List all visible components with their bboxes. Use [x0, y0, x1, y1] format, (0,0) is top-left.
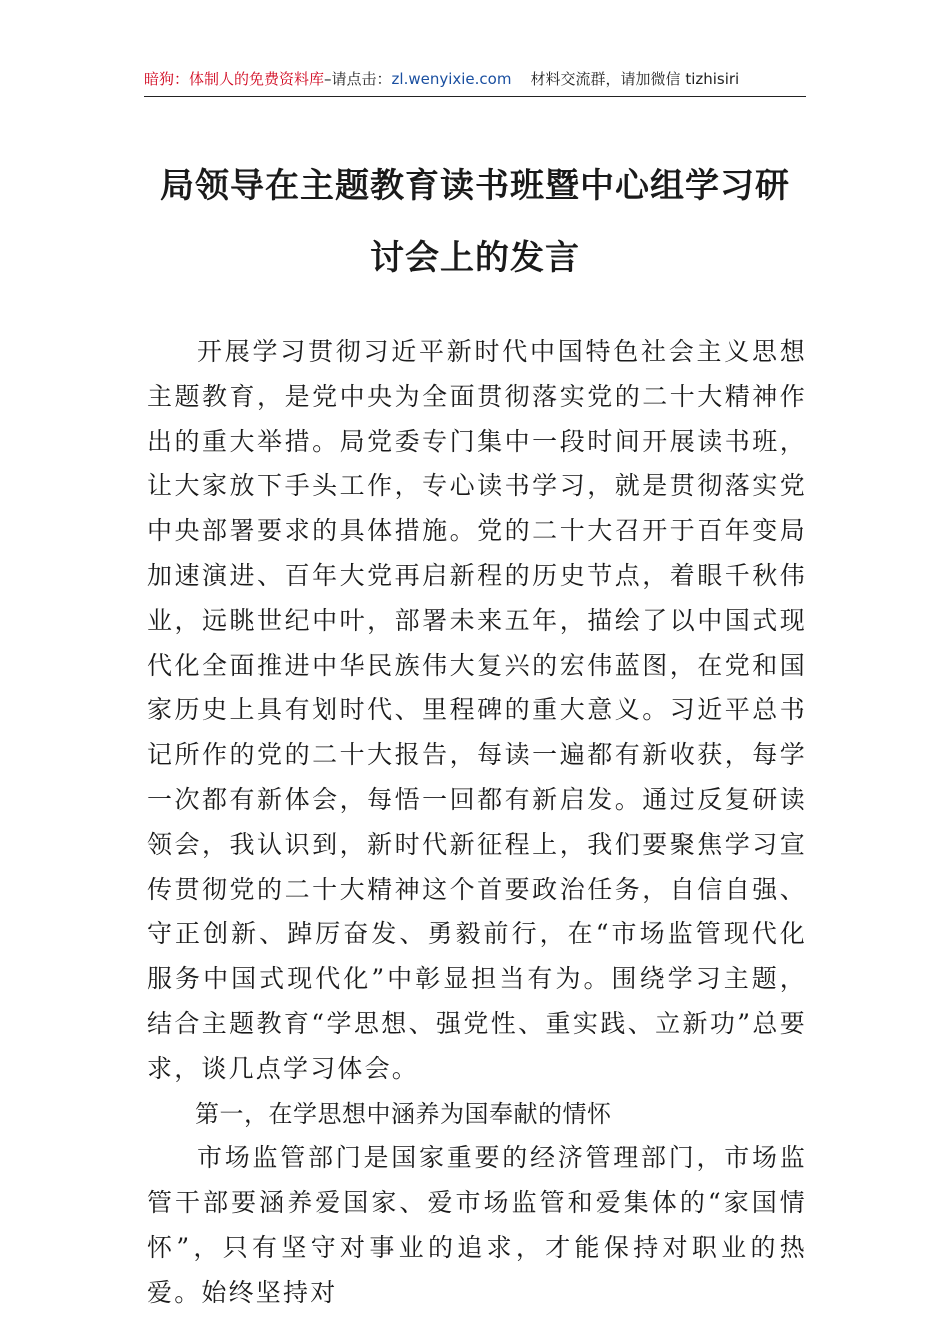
paragraph-2: 市场监管部门是国家重要的经济管理部门，市场监管干部要涵养爱国家、爱市场监管和爱集体的“家国情怀”，只有坚守对事业的追求，才能保持对职业的热爱。始终坚持对: [147, 1143, 807, 1307]
paragraph-1: 开展学习贯彻习近平新时代中国特色社会主义思想主题教育，是党中央为全面贯彻落实党的二十大精神作出的重大举措。局党委专门集中一段时间开展读书班，让大家放下手头工作，专心读书学习，就是贯彻落实党中央部署要求的具体措施。党的二十大召开于百年变局加速演进、百年大党再启新程的历史节点，着眼千秋伟业，远眺世纪中叶，部署未来五年，描绘了以中国式现代化全面推进中华民族伟大复兴的宏伟蓝图，在党和国家历史上具有划时代、里程碑的重大意义。习近平总书记所作的党的二十大报告，每读一遍都有新收获，每学一次都有新体会，每悟一回都有新启发。通过反复研读领会，我认识到，新时代新征程上，我们要聚焦学习宣传贯彻党的二十大精神这个首要政治任务，自信自强、守正创新、踔厉奋发、勇毅前行，在“市场监管现代化服务中国式现代化”中彰显担当有为。围绕学习主题，结合主题教育“学思想、强党性、重实践、立新功”总要求，谈几点学习体会。: [147, 337, 807, 1083]
contact-text: 材料交流群，请加微信 tizhisiri: [530, 70, 740, 88]
document-body: [147, 330, 807, 1316]
site-name: 暗狗：体制人的免费资料库: [144, 70, 325, 88]
section-heading-1: 第一，在学思想中涵养为国奉献的情怀: [195, 1099, 612, 1128]
title-line-1: 局领导在主题教育读书班暨中心组学习研: [160, 166, 790, 206]
document-title: [144, 150, 806, 294]
click-prompt: –请点击：: [324, 70, 392, 88]
site-url-link[interactable]: zl.wenyixie.com: [391, 70, 512, 88]
title-line-2: 讨会上的发言: [370, 238, 580, 278]
spacer: [511, 70, 530, 88]
page-header: [144, 66, 806, 97]
